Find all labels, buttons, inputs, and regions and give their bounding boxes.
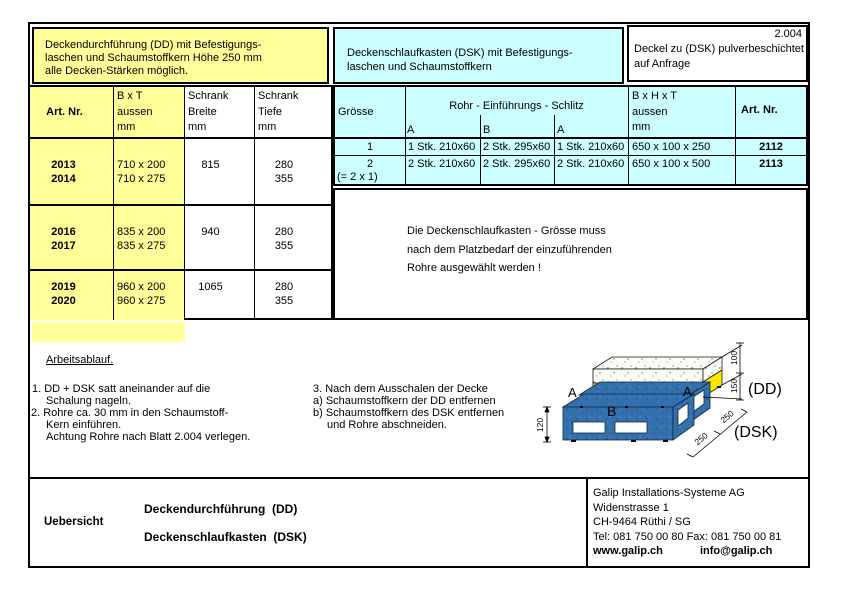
dd-breite-value: 940 xyxy=(201,226,220,238)
dsk-col-header-bxhxt-l2: aussen xyxy=(632,105,668,118)
footer-title-dsk: Deckenschlaufkasten (DSK) xyxy=(144,530,307,544)
dd-artnr-cell xyxy=(30,206,113,269)
dsk-col-header-bxhxt xyxy=(628,87,735,137)
diagram-dim-150: 150 xyxy=(729,378,739,394)
dd-col-header-breite-l2: Breite xyxy=(188,105,217,118)
diagram-label-b: B xyxy=(607,403,617,419)
dd-breite-cell xyxy=(184,139,254,204)
dsk-groesse-value: 2 xyxy=(366,158,374,170)
workflow-step: und Rohre abschneiden. xyxy=(327,418,447,431)
header-dd-line2: laschen und Schaumstoffkern Höhe 250 mm xyxy=(45,52,262,64)
workflow-step: 1. DD + DSK satt aneinander auf die xyxy=(32,383,211,395)
sheet-frame xyxy=(28,22,810,568)
header-dd-line3: alle Decken-Stärken möglich. xyxy=(45,65,189,77)
diagram-dim-250b: 250 xyxy=(718,408,736,426)
dsk-bxhxt-value: 650 x 100 x 250 xyxy=(628,139,735,155)
dd-breite-cell xyxy=(184,206,254,269)
dsk-groesse-cell xyxy=(335,156,405,184)
dd-col-header-tiefe-l1: Schrank xyxy=(258,90,299,102)
note-line3: Rohre ausgewählt werden ! xyxy=(407,262,541,274)
dd-bxt-value: 960 x 200 xyxy=(117,281,166,293)
company-website: www.galip.ch xyxy=(593,545,663,557)
dd-tiefe-cell xyxy=(254,206,331,269)
dsk-slot-a2-value: 2 Stk. 210x60 xyxy=(554,156,628,184)
company-city: CH-9464 Rüthi / SG xyxy=(593,516,691,528)
workflow-step: 2. Rohre ca. 30 mm in den Schaumstoff- xyxy=(31,406,229,419)
dd-table-row-group-3 xyxy=(30,269,331,320)
dd-col-header-bxt-l3: mm xyxy=(117,121,136,133)
dsk-table-row xyxy=(335,155,806,184)
dd-col-header-breite-l3: mm xyxy=(188,121,207,133)
company-street: Widenstrasse 1 xyxy=(593,501,669,514)
dsk-col-header-schlitz: Rohr - Einführungs - Schlitz xyxy=(449,100,584,112)
workflow-steps-right xyxy=(313,384,504,432)
footer-divider xyxy=(586,479,588,566)
diagram-label-dd: (DD) xyxy=(748,381,782,398)
dd-breite-value: 815 xyxy=(201,159,220,171)
header-dsk-line2: laschen und Schaumstoffkern xyxy=(347,61,492,73)
dsk-table-row xyxy=(335,137,806,155)
diagram-label-a-right: A xyxy=(683,384,692,399)
dsk-slot-b-value: 2 Stk. 295x60 xyxy=(480,156,554,184)
dd-table-row-group-2 xyxy=(30,204,331,269)
dd-tiefe-cell xyxy=(254,139,331,204)
note-line2: nach dem Platzbedarf der einzuführenden xyxy=(407,243,612,256)
workflow-step: Achtung Rohre nach Blatt 2.004 verlegen. xyxy=(46,430,251,443)
dd-col-header-bxt-l1: B x T xyxy=(117,90,143,102)
dd-col-header-tiefe-l2: Tiefe xyxy=(258,105,283,118)
company-phone: Tel: 081 750 00 80 Fax: 081 750 00 81 xyxy=(593,530,782,543)
dsk-front-box-shape xyxy=(563,394,694,442)
diagram-dim-100: 100 xyxy=(729,350,739,366)
workflow-step: 3. Nach dem Ausschalen der Decke xyxy=(313,383,488,395)
dd-breite-value: 1065 xyxy=(198,281,223,293)
dsk-subheader-b: B xyxy=(480,115,554,137)
dsk-artnr-value: 2113 xyxy=(735,156,806,184)
dsk-col-header-groesse: Grösse xyxy=(338,106,374,118)
header-dd-line1: Deckendurchführung (DD) mit Befestigungs- xyxy=(45,39,262,51)
dsk-bxhxt-value: 650 x 100 x 500 xyxy=(628,156,735,184)
dd-col-header-artnr: Art. Nr. xyxy=(30,87,113,137)
dd-col-header-breite xyxy=(184,87,254,137)
dd-artnr-value: 2020 xyxy=(51,294,76,307)
sheet-number: 2.004 xyxy=(774,28,802,40)
dsk-slot-a2-value: 1 Stk. 210x60 xyxy=(554,139,628,155)
dd-bxt-cell xyxy=(113,206,184,269)
workflow-steps-left xyxy=(31,384,250,444)
dd-table xyxy=(30,85,333,320)
dd-bxt-value: 710 x 275 xyxy=(117,172,166,185)
dd-tiefe-value: 280 xyxy=(274,159,294,171)
diagram-dim-120: 120 xyxy=(535,417,545,433)
footer-uebersicht-label: Uebersicht xyxy=(44,516,104,528)
dd-breite-cell xyxy=(184,271,254,320)
dsk-table-header-row xyxy=(335,87,806,137)
dd-bxt-cell xyxy=(113,139,184,204)
dd-col-header-tiefe-l3: mm xyxy=(258,121,277,133)
dd-col-header-bxt-l2: aussen xyxy=(117,105,153,118)
dsk-artnr-value: 2112 xyxy=(735,139,806,155)
yellow-highlight-strip xyxy=(32,322,185,342)
dsk-col-header-artnr: Art. Nr. xyxy=(735,87,806,137)
header-box-dsk xyxy=(333,27,624,84)
dsk-subheader-row xyxy=(405,115,628,137)
footer-title-dd: Deckendurchführung (DD) xyxy=(144,502,298,516)
dd-artnr-value: 2019 xyxy=(51,281,76,293)
dsk-subheader-a2: A xyxy=(554,115,628,137)
dsk-table xyxy=(333,85,808,186)
dd-artnr-value: 2013 xyxy=(51,159,76,171)
dd-artnr-cell xyxy=(30,139,113,204)
diagram-dim-250a: 250 xyxy=(692,430,710,448)
isometric-diagram xyxy=(535,336,805,471)
dd-tiefe-value: 355 xyxy=(274,239,294,252)
header-deckel-line2: auf Anfrage xyxy=(634,58,691,70)
dsk-col-header-bxhxt-l1: B x H x T xyxy=(632,90,678,102)
dd-tiefe-value: 355 xyxy=(274,294,294,307)
dd-artnr-value: 2014 xyxy=(51,172,76,185)
dd-table-header-row xyxy=(30,87,331,137)
company-block xyxy=(593,486,781,559)
dd-bxt-value: 960 x 275 xyxy=(117,294,166,307)
header-deckel-line1: Deckel zu (DSK) pulverbeschichtet xyxy=(634,43,804,55)
dd-col-header-bxt xyxy=(113,87,184,137)
dd-tiefe-value: 280 xyxy=(274,281,294,293)
note-box xyxy=(333,188,808,320)
dd-artnr-value: 2017 xyxy=(51,239,76,252)
dd-tiefe-value: 280 xyxy=(274,226,294,238)
diagram-label-dsk: (DSK) xyxy=(734,424,778,441)
workflow-step: Kern einführen. xyxy=(46,418,122,431)
diagram-label-a-left: A xyxy=(568,385,577,400)
workflow-step: Schalung nageln. xyxy=(46,394,132,407)
workflow-step: b) Schaumstoffkern des DSK entfernen xyxy=(313,406,505,419)
header-box-deckel xyxy=(627,25,808,82)
header-box-dd xyxy=(32,27,329,84)
company-email: info@galip.ch xyxy=(699,545,773,557)
dd-tiefe-cell xyxy=(254,271,331,320)
company-links xyxy=(593,544,781,559)
dd-col-header-tiefe xyxy=(254,87,331,137)
workflow-step: a) Schaumstoffkern der DD entfernen xyxy=(313,394,496,407)
note-line1: Die Deckenschlaufkasten - Grösse muss xyxy=(407,225,606,237)
header-dsk-line1: Deckenschlaufkasten (DSK) mit Befestigungs- xyxy=(347,47,573,59)
dd-artnr-value: 2016 xyxy=(51,226,76,238)
dsk-slot-b-value: 2 Stk. 295x60 xyxy=(480,139,554,155)
dd-bxt-value: 710 x 200 xyxy=(117,159,166,171)
dd-artnr-cell xyxy=(30,271,113,320)
dsk-slot-a1-value: 1 Stk. 210x60 xyxy=(405,139,480,155)
dd-bxt-value: 835 x 275 xyxy=(117,239,166,252)
footer xyxy=(30,477,808,566)
dd-bxt-cell xyxy=(113,271,184,320)
dsk-groesse-note: (= 2 x 1) xyxy=(337,171,378,183)
workflow-title: Arbeitsablauf. xyxy=(46,354,114,366)
dd-bxt-value: 835 x 200 xyxy=(117,226,166,238)
dsk-subheader-a1: A xyxy=(407,124,415,136)
dsk-slot-a1-value: 2 Stk. 210x60 xyxy=(405,156,480,184)
dd-tiefe-value: 355 xyxy=(274,172,294,185)
company-name: Galip Installations-Systeme AG xyxy=(593,487,745,499)
dsk-col-header-bxhxt-l3: mm xyxy=(632,121,651,133)
dd-col-header-breite-l1: Schrank xyxy=(188,90,229,102)
dsk-groesse-value: 1 xyxy=(366,141,374,153)
dd-table-row-group-1 xyxy=(30,137,331,204)
